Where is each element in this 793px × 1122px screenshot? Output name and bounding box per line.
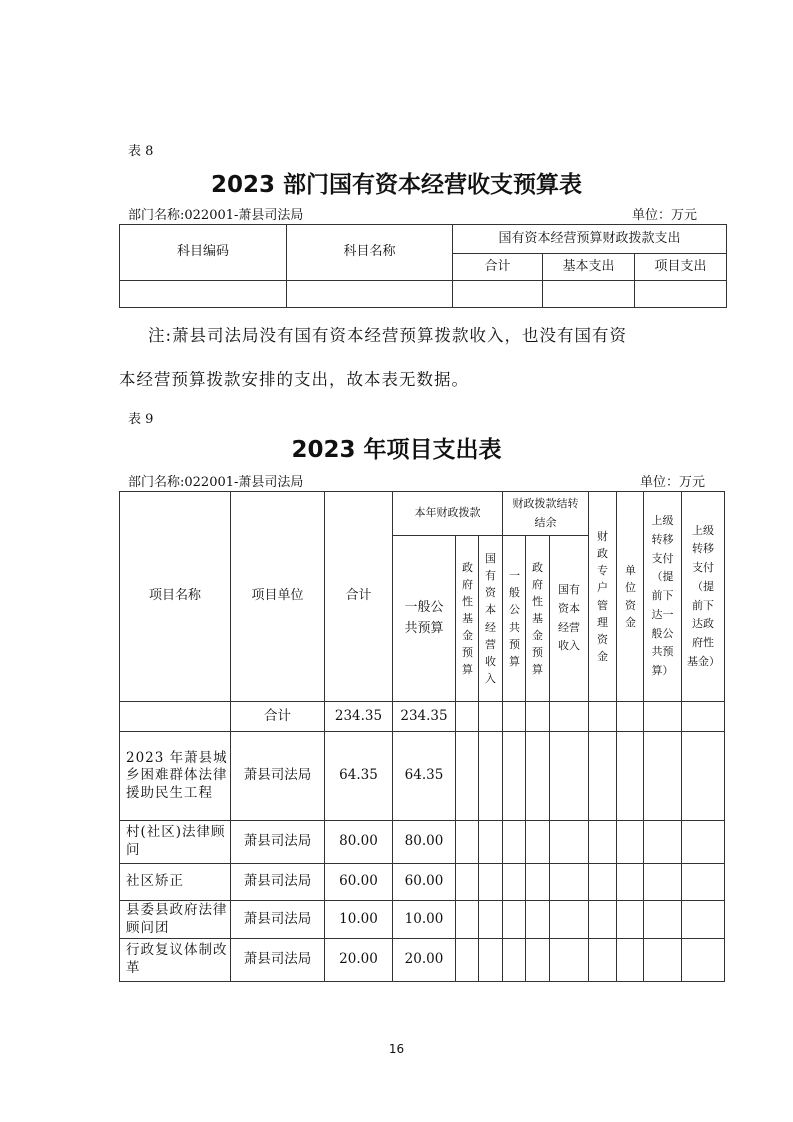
table9-header-soe2: 国有资本经营收入 [550, 536, 589, 702]
table-cell [682, 732, 725, 821]
table-cell [644, 939, 682, 982]
project-general: 20.00 [393, 939, 456, 982]
table9-header-name: 项目名称 [120, 492, 231, 702]
table9-header-trans1: 上级转移支付（提前下达一般公共预算） [644, 492, 682, 702]
table8-header-total: 合计 [453, 254, 543, 281]
table9-header-trans2: 上级转移支付（提前下达政府性基金） [682, 492, 725, 702]
table-cell [617, 821, 644, 864]
table-cell [120, 281, 287, 308]
project-unit: 萧县司法局 [231, 864, 325, 901]
table-cell [550, 901, 589, 939]
table-cell [543, 281, 635, 308]
table-cell [550, 864, 589, 901]
table-cell [287, 281, 453, 308]
project-name: 县委县政府法律顾问团 [120, 901, 231, 939]
project-unit: 萧县司法局 [231, 939, 325, 982]
table9-total-value: 234.35 [325, 702, 393, 732]
table-cell [617, 864, 644, 901]
table-cell [479, 901, 503, 939]
table9-header-soe1: 国有资本经营收入 [479, 536, 503, 702]
table8-header-code: 科目编码 [120, 225, 287, 281]
table-cell [526, 702, 550, 732]
table-cell [526, 864, 550, 901]
table-cell [479, 702, 503, 732]
table-cell [526, 901, 550, 939]
table9 [119, 491, 725, 982]
project-total: 80.00 [325, 821, 393, 864]
table9-unit: 单位：万元 [640, 475, 706, 490]
project-unit: 萧县司法局 [231, 821, 325, 864]
table-cell [550, 732, 589, 821]
table-cell [644, 821, 682, 864]
table9-dept: 部门名称:022001-萧县司法局 [128, 475, 304, 490]
table-cell [456, 732, 479, 821]
table-cell [479, 732, 503, 821]
table-cell [479, 821, 503, 864]
table8-header-group: 国有资本经营预算财政拨款支出 [453, 225, 727, 254]
table-row [120, 821, 725, 864]
table-cell [682, 702, 725, 732]
project-total: 60.00 [325, 864, 393, 901]
table9-total-label: 合计 [231, 702, 325, 732]
table-cell [479, 939, 503, 982]
table-cell [503, 864, 526, 901]
table-cell [617, 939, 644, 982]
table9-header-gen1: 一般公共预算 [393, 536, 456, 702]
table-row [120, 732, 725, 821]
table-cell [644, 702, 682, 732]
table-cell [456, 939, 479, 982]
table-cell [617, 732, 644, 821]
table8-empty-row [120, 281, 727, 308]
table8-dept: 部门名称:022001-萧县司法局 [128, 208, 304, 223]
table8-header-name: 科目名称 [287, 225, 453, 281]
table-cell [589, 702, 617, 732]
table-cell [644, 864, 682, 901]
table-cell [682, 864, 725, 901]
page-number: 16 [388, 1042, 405, 1056]
table-cell [550, 939, 589, 982]
table-cell [635, 281, 727, 308]
table9-header-unit: 项目单位 [231, 492, 325, 702]
table9-header-special: 财政专户管理资金 [589, 492, 617, 702]
project-general: 60.00 [393, 864, 456, 901]
project-general: 64.35 [393, 732, 456, 821]
project-unit: 萧县司法局 [231, 901, 325, 939]
table9-title: 2023 年项目支出表 [291, 437, 502, 463]
table8 [119, 224, 727, 308]
table8-header-project: 项目支出 [635, 254, 727, 281]
table8-label: 表 8 [128, 144, 154, 159]
table9-header-fund1: 政府性基金预算 [456, 536, 479, 702]
table-cell [644, 732, 682, 821]
table-cell [503, 901, 526, 939]
table-cell [682, 901, 725, 939]
table-cell [682, 939, 725, 982]
table-cell [644, 901, 682, 939]
table-row [120, 939, 725, 982]
table-cell [479, 864, 503, 901]
table-row [120, 901, 725, 939]
table-cell [589, 901, 617, 939]
table-cell [456, 821, 479, 864]
table9-total-general: 234.35 [393, 702, 456, 732]
table-cell [617, 901, 644, 939]
table-cell [456, 702, 479, 732]
table8-header-basic: 基本支出 [543, 254, 635, 281]
table-cell [617, 702, 644, 732]
table9-header-own: 单位资金 [617, 492, 644, 702]
table9-header-total: 合计 [325, 492, 393, 702]
project-general: 10.00 [393, 901, 456, 939]
table9-header-carry: 财政拨款结转结余 [503, 492, 589, 536]
project-name: 行政复议体制改革 [120, 939, 231, 982]
table-cell [453, 281, 543, 308]
table-row [120, 864, 725, 901]
table-cell [456, 864, 479, 901]
table-cell [526, 939, 550, 982]
project-name: 社区矫正 [120, 864, 231, 901]
table8-note-line2: 本经营预算拨款安排的支出，故本表无数据。 [119, 370, 469, 389]
table-cell [682, 821, 725, 864]
table-cell [550, 702, 589, 732]
table-cell [120, 702, 231, 732]
table-cell [503, 821, 526, 864]
table-cell [589, 732, 617, 821]
table-cell [589, 821, 617, 864]
table-cell [550, 821, 589, 864]
project-name: 2023 年萧县城乡困难群体法律援助民生工程 [120, 732, 231, 821]
table-cell [503, 939, 526, 982]
table9-label: 表 9 [128, 412, 154, 427]
table-cell [589, 939, 617, 982]
table8-unit: 单位：万元 [632, 208, 698, 223]
project-total: 64.35 [325, 732, 393, 821]
table8-title: 2023 部门国有资本经营收支预算表 [210, 172, 583, 198]
project-name: 村(社区)法律顾问 [120, 821, 231, 864]
project-unit: 萧县司法局 [231, 732, 325, 821]
table-cell [503, 702, 526, 732]
project-total: 20.00 [325, 939, 393, 982]
table-cell [456, 901, 479, 939]
table9-header-current: 本年财政拨款 [393, 492, 503, 536]
table9-header-gen2: 一般公共预算 [503, 536, 526, 702]
table-cell [526, 821, 550, 864]
project-total: 10.00 [325, 901, 393, 939]
table-cell [526, 732, 550, 821]
table-cell [503, 732, 526, 821]
table8-note-line1: 注:萧县司法局没有国有资本经营预算拨款收入，也没有国有资 [148, 326, 628, 345]
table-cell [589, 864, 617, 901]
table9-header-fund2: 政府性基金预算 [526, 536, 550, 702]
project-general: 80.00 [393, 821, 456, 864]
table9-total-row [120, 702, 725, 732]
